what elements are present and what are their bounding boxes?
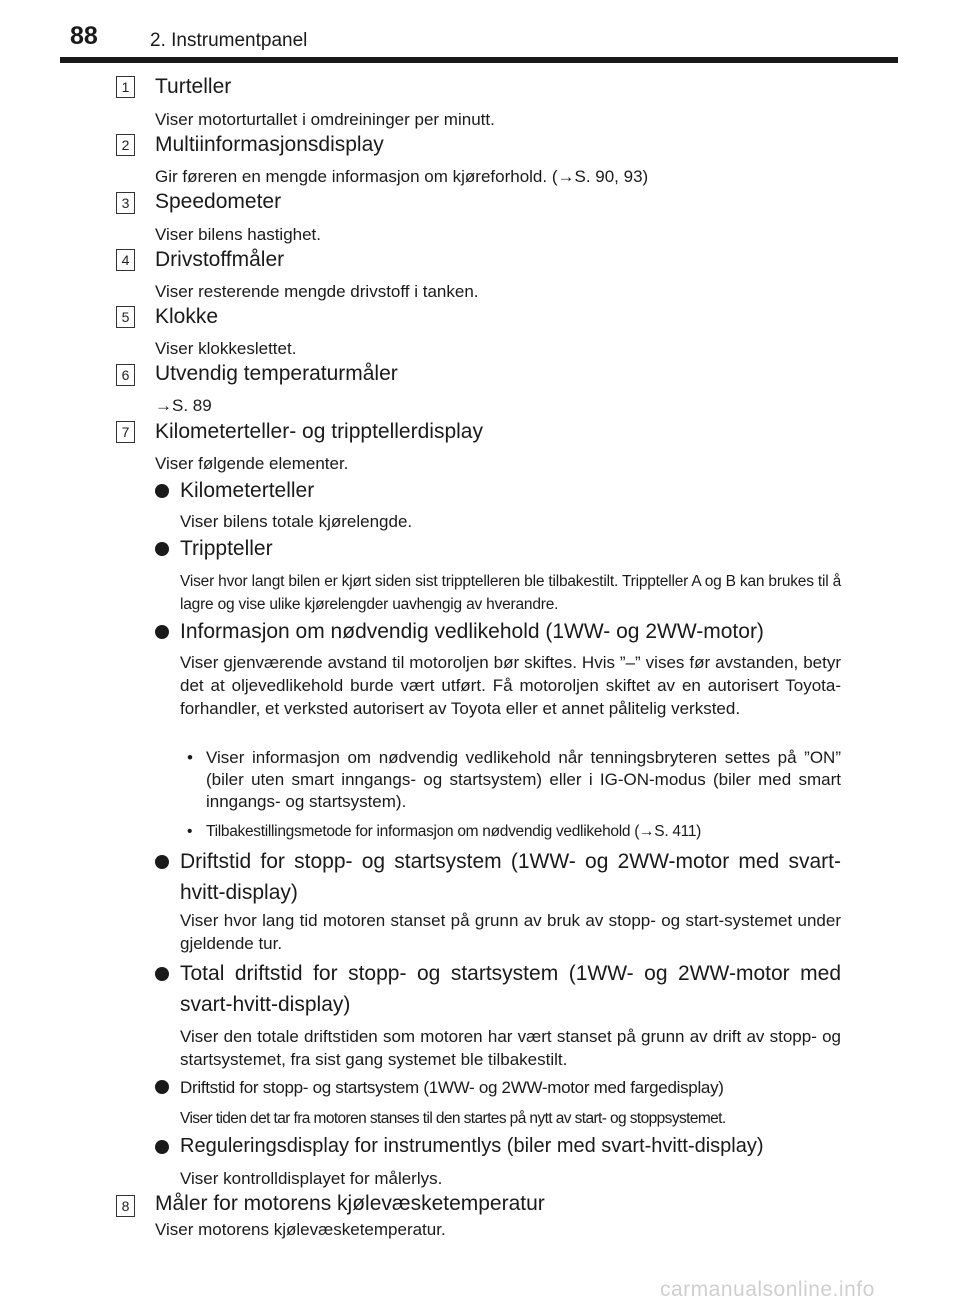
item-title-drivstoffmaler: Drivstoffmåler [155, 248, 285, 271]
item-desc-multiinformasjonsdisplay: Gir føreren en mengde informasjon om kjøreforhold. (→S. 90, 93) [155, 167, 649, 186]
item-desc-turteller: Viser motorturtallet i omdreininger per minutt. [155, 110, 495, 129]
bullet-title: Driftstid for stopp- og startsystem (1WW- og 2WW-motor med svart-hvitt-display) [180, 850, 841, 904]
bullet-driftstid-svart-hvitt [155, 846, 841, 908]
bullet-dot [155, 625, 169, 639]
bullet-total-driftstid [155, 958, 841, 1020]
watermark: carmanualsonline.info [660, 1278, 875, 1301]
item-marker-4: 4 [116, 249, 135, 271]
item-title-klokke: Klokke [155, 305, 219, 328]
bullet-dot [155, 542, 169, 556]
item-marker-5: 5 [116, 306, 135, 328]
bullet-desc-total-driftstid: Viser den totale driftstiden som motoren har vært stanset på grunn av drift av stopp- og startsystemet, fra sist gang systemet ble tilbakestilt. [180, 1027, 841, 1069]
item-title-kjolevaesketemperatur: Måler for motorens kjølevæsketemperatur [155, 1192, 545, 1215]
bullet-title: Trippteller [180, 537, 273, 560]
item-desc-klokke: Viser klokkeslettet. [155, 339, 297, 358]
bullet-title: Reguleringsdisplay for instrumentlys (biler med svart-hvitt-display) [180, 1135, 764, 1157]
item-marker-8: 8 [116, 1195, 135, 1217]
note-vedlikehold-2 [187, 821, 841, 843]
bullet-vedlikehold [155, 616, 841, 647]
bullet-title: Kilometerteller [180, 479, 315, 502]
note-text: Viser informasjon om nødvendig vedlikehold når tenningsbryteren settes på ”ON” (biler uten smart inngangs- og startsystem) eller i IG-ON-modus (biler med smart inngangs- og startsystem). [206, 748, 841, 811]
bullet-desc-trippteller: Viser hvor langt bilen er kjørt siden sist tripptelleren ble tilbakestilt. Trippteller A og B kan brukes til å lagre og vise ulike kjørelengder uavhengig av hverandre. [180, 573, 841, 613]
bullet-dot [155, 484, 169, 498]
bullet-kilometerteller [155, 475, 841, 506]
note-bullet: • [187, 823, 193, 840]
item-marker-1: 1 [116, 76, 135, 98]
note-bullet: • [187, 748, 193, 767]
bullet-driftstid-fargedisplay [155, 1072, 841, 1103]
bullet-title: Total driftstid for stopp- og startsystem (1WW- og 2WW-motor med svart-hvitt-display) [180, 962, 841, 1016]
item-title-turteller: Turteller [155, 75, 232, 98]
bullet-trippteller [155, 533, 841, 564]
item-marker-3: 3 [116, 192, 135, 214]
bullet-dot [155, 855, 169, 869]
bullet-desc-driftstid-svart-hvitt: Viser hvor lang tid motoren stanset på grunn av bruk av stopp- og start-systemet under gjeldende tur. [180, 911, 841, 953]
item-desc-speedometer: Viser bilens hastighet. [155, 225, 322, 244]
item-marker-6: 6 [116, 364, 135, 386]
bullet-dot [155, 967, 169, 981]
item-desc-kilometerteller-display: Viser følgende elementer. [155, 454, 349, 473]
item-title-kilometerteller-display: Kilometerteller- og tripptellerdisplay [155, 420, 483, 443]
section-title: 2. Instrumentpanel [150, 30, 308, 51]
bullet-desc-driftstid-fargedisplay: Viser tiden det tar fra motoren stanses til den startes på nytt av start- og stoppsystemet. [180, 1110, 726, 1127]
note-vedlikehold-1 [187, 747, 841, 813]
bullet-desc-vedlikehold: Viser gjenværende avstand til motoroljen bør skiftes. Hvis ”–” vises før avstanden, betyr det at oljevedlikehold burde vært utført. Få motoroljen skiftet av en autorisert Toyota-forhandler, et verksted autorisert av Toyota eller et annet pålitelig verksted. [180, 653, 841, 718]
item-title-multiinformasjonsdisplay: Multiinformasjonsdisplay [155, 133, 384, 156]
item-title-speedometer: Speedometer [155, 190, 282, 213]
bullet-title: Informasjon om nødvendig vedlikehold (1WW- og 2WW-motor) [180, 620, 764, 643]
bullet-dot [155, 1080, 169, 1094]
item-marker-7: 7 [116, 421, 135, 443]
bullet-reguleringsdisplay [155, 1131, 841, 1162]
bullet-desc-kilometerteller: Viser bilens totale kjørelengde. [180, 512, 413, 531]
bullet-dot [155, 1140, 169, 1154]
note-text: Tilbakestillingsmetode for informasjon om nødvendig vedlikehold (→S. 411) [206, 823, 702, 840]
item-desc-utvendig-temperaturmaler: →S. 89 [155, 396, 212, 415]
page-number: 88 [70, 22, 98, 50]
item-title-utvendig-temperaturmaler: Utvendig temperaturmåler [155, 362, 398, 385]
bullet-title: Driftstid for stopp- og startsystem (1WW- og 2WW-motor med fargedisplay) [180, 1078, 724, 1097]
bullet-desc-reguleringsdisplay: Viser kontrolldisplayet for målerlys. [180, 1169, 443, 1188]
item-desc-kjolevaesketemperatur: Viser motorens kjølevæsketemperatur. [155, 1220, 446, 1239]
item-desc-drivstoffmaler: Viser resterende mengde drivstoff i tanken. [155, 282, 479, 301]
item-marker-2: 2 [116, 134, 135, 156]
